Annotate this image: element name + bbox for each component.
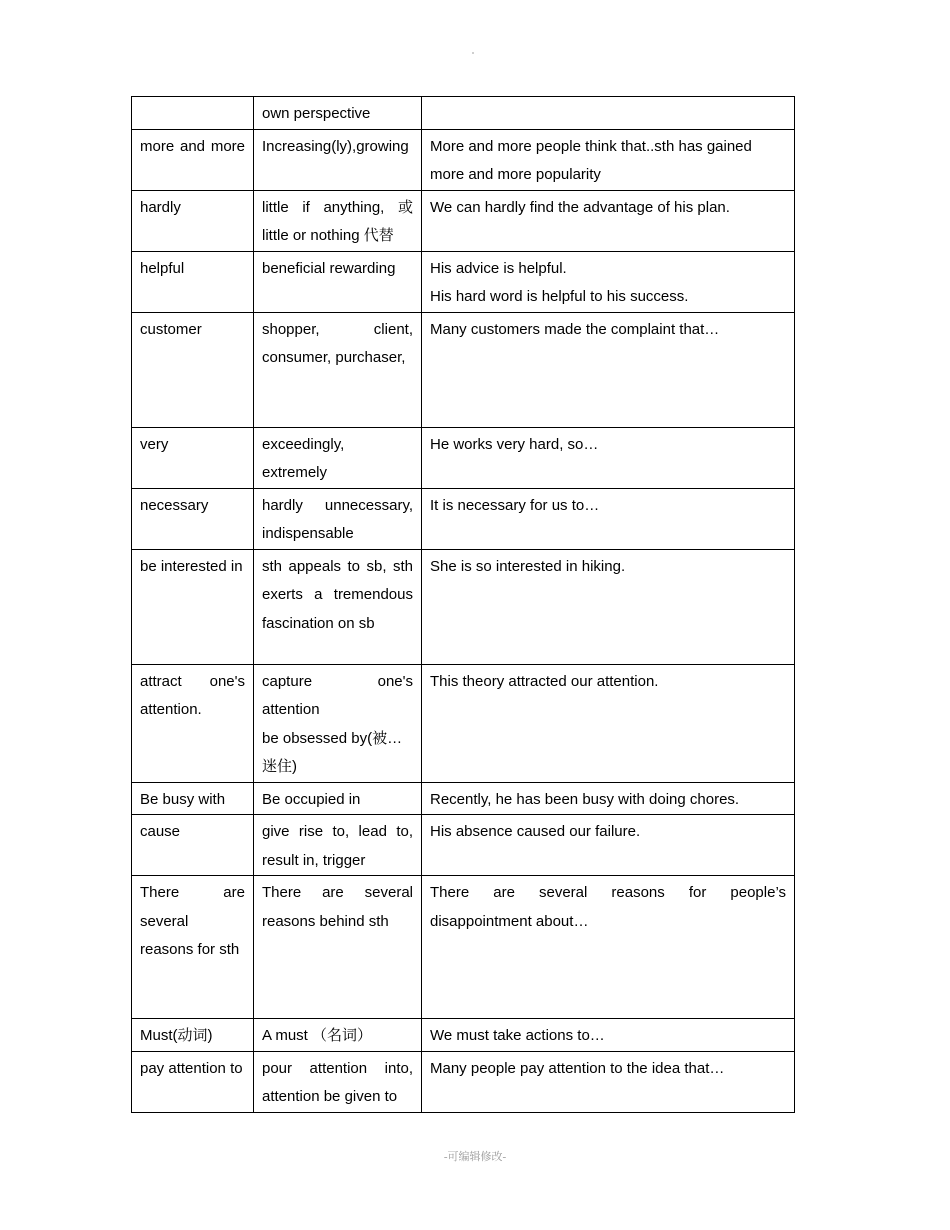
example-cell: She is so interested in hiking. xyxy=(422,549,795,664)
synonym-cell: There are several reasons behind sth xyxy=(254,876,422,1019)
table-row xyxy=(132,815,795,876)
example-cell: Many customers made the complaint that… xyxy=(422,312,795,427)
example-cell xyxy=(422,251,795,312)
word-cell: hardly xyxy=(132,190,254,251)
synonym-cell: hardly unnecessary, indispensable xyxy=(254,488,422,549)
synonym-cell: Increasing(ly),growing xyxy=(254,129,422,190)
word-cell: more and more xyxy=(132,129,254,190)
table-row xyxy=(132,1051,795,1112)
table-row xyxy=(132,97,795,130)
table-row xyxy=(132,129,795,190)
word-cell: attract one's attention. xyxy=(132,664,254,782)
word-cell: very xyxy=(132,427,254,488)
word-cell: pay attention to xyxy=(132,1051,254,1112)
example-cell: There are several reasons for people’s disappointment about… xyxy=(422,876,795,1019)
table-row xyxy=(132,549,795,664)
vocabulary-table xyxy=(131,96,795,1113)
synonym-cell: sth appeals to sb, sth exerts a tremendous fascination on sb xyxy=(254,549,422,664)
example-cell: It is necessary for us to… xyxy=(422,488,795,549)
synonym-cell xyxy=(254,664,422,782)
table-row xyxy=(132,1019,795,1052)
example-cell: We can hardly find the advantage of his plan. xyxy=(422,190,795,251)
table-row xyxy=(132,312,795,427)
synonym-cell: A must （名词） xyxy=(254,1019,422,1052)
word-cell: be interested in xyxy=(132,549,254,664)
table-row xyxy=(132,664,795,782)
word-cell: There are several reasons for sth xyxy=(132,876,254,1019)
word-cell: helpful xyxy=(132,251,254,312)
page-footer: -可编辑修改- xyxy=(443,1151,507,1163)
word-cell xyxy=(132,97,254,130)
example-cell: More and more people think that..sth has gained more and more popularity xyxy=(422,129,795,190)
synonym-cell: pour attention into, attention be given to xyxy=(254,1051,422,1112)
word-cell: customer xyxy=(132,312,254,427)
synonym-cell: own perspective xyxy=(254,97,422,130)
synonym-cell: Be occupied in xyxy=(254,782,422,815)
word-cell: necessary xyxy=(132,488,254,549)
synonym-cell: give rise to, lead to, result in, trigger xyxy=(254,815,422,876)
example-cell xyxy=(422,97,795,130)
synonym-line: be obsessed by(被…迷住) xyxy=(262,729,403,775)
example-cell: Many people pay attention to the idea that… xyxy=(422,1051,795,1112)
example-line: His advice is helpful. xyxy=(430,259,567,277)
table-row xyxy=(132,427,795,488)
example-cell: Recently, he has been busy with doing chores. xyxy=(422,782,795,815)
word-cell: Be busy with xyxy=(132,782,254,815)
page-mark xyxy=(472,52,474,54)
synonym-cell: beneficial rewarding xyxy=(254,251,422,312)
example-cell: His absence caused our failure. xyxy=(422,815,795,876)
word-cell: Must(动词) xyxy=(132,1019,254,1052)
example-line: His hard word is helpful to his success. xyxy=(430,288,689,305)
word-cell: cause xyxy=(132,815,254,876)
table-row xyxy=(132,488,795,549)
table-row xyxy=(132,782,795,815)
example-cell: This theory attracted our attention. xyxy=(422,664,795,782)
example-cell: We must take actions to… xyxy=(422,1019,795,1052)
synonym-line: capture one's attention xyxy=(262,672,413,718)
table-row xyxy=(132,251,795,312)
table-row xyxy=(132,190,795,251)
synonym-cell: shopper, client, consumer, purchaser, xyxy=(254,312,422,427)
example-cell: He works very hard, so… xyxy=(422,427,795,488)
synonym-cell: exceedingly, extremely xyxy=(254,427,422,488)
table-row xyxy=(132,876,795,1019)
synonym-cell: little if anything, 或 little or nothing 代替 xyxy=(254,190,422,251)
